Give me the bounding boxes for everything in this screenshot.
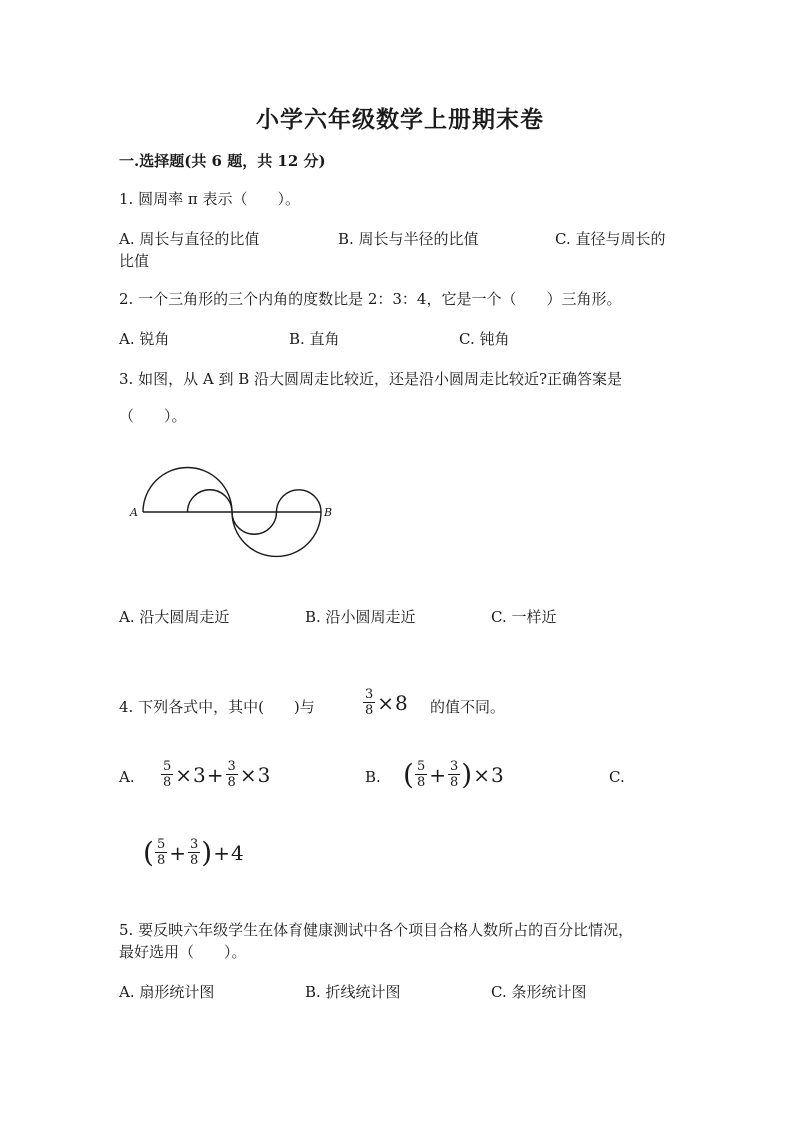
question-3-text-continued: （ ）。 <box>119 407 187 425</box>
q3-option-b: B. 沿小圆周走近 <box>305 608 416 626</box>
question-3-text: 3. 如图，从 A 到 B 沿大圆周走比较近，还是沿小圆周走比较近?正确答案是 <box>119 370 623 388</box>
large-semicircle-bottom <box>232 512 321 556</box>
q5-option-c: C. 条形统计图 <box>491 983 587 1001</box>
q1-option-c: C. 直径与周长的 <box>555 230 666 248</box>
question-4-suffix: 的值不同。 <box>430 698 506 716</box>
q4-option-c-expr: ( $\frac{5}{8}$ + $\frac{3}{8}$ ) + 4 <box>143 835 244 869</box>
q4-option-a-expr: $\frac{5}{8}$ × 3 + $\frac{3}{8}$ × 3 <box>163 759 271 790</box>
large-semicircle-top <box>143 468 232 513</box>
q1-option-a: A. 周长与直径的比值 <box>119 230 260 248</box>
fraction: $\frac{3}{8}$ <box>365 687 374 718</box>
section-header: 一.选择题(共 6 题，共 12 分) <box>119 152 326 170</box>
q5-option-b: B. 折线统计图 <box>305 983 401 1001</box>
q2-option-c: C. 钝角 <box>459 330 510 348</box>
point-b-label: B <box>324 506 333 519</box>
q1-option-b: B. 周长与半径的比值 <box>338 230 479 248</box>
q5-option-a: A. 扇形统计图 <box>119 983 215 1001</box>
question-4-prefix: 4. 下列各式中，其中( )与 <box>119 698 315 716</box>
page-title: 小学六年级数学上册期末卷 <box>256 106 544 133</box>
question-1-text: 1. 圆周率 π 表示（ ）。 <box>119 190 300 208</box>
question-5-text-continued: 最好选用（ ）。 <box>119 943 247 961</box>
q2-option-a: A. 锐角 <box>119 330 170 348</box>
q4-option-c-label: C. <box>609 768 625 786</box>
question-2-text: 2. 一个三角形的三个内角的度数比是 2：3：4，它是一个（ ）三角形。 <box>119 290 622 308</box>
q4-option-b-expr: ( $\frac{5}{8}$ + $\frac{3}{8}$ ) × 3 <box>403 757 504 791</box>
small-semicircle-2 <box>232 512 277 534</box>
q4-expression: $\frac{3}{8}$ × 8 <box>365 687 408 718</box>
q2-option-b: B. 直角 <box>289 330 340 348</box>
q4-option-a-label: A. <box>119 768 135 786</box>
small-semicircle-3 <box>277 490 322 512</box>
circles-path-figure <box>125 452 350 572</box>
q1-option-c-continued: 比值 <box>119 252 150 270</box>
small-semicircle-1 <box>188 490 233 512</box>
q3-option-c: C. 一样近 <box>491 608 557 626</box>
point-a-label: A <box>130 506 138 519</box>
question-5-text: 5. 要反映六年级学生在体育健康测试中各个项目合格人数所占的百分比情况， <box>119 921 634 939</box>
q3-option-a: A. 沿大圆周走近 <box>119 608 230 626</box>
q4-option-b-label: B. <box>365 768 381 786</box>
